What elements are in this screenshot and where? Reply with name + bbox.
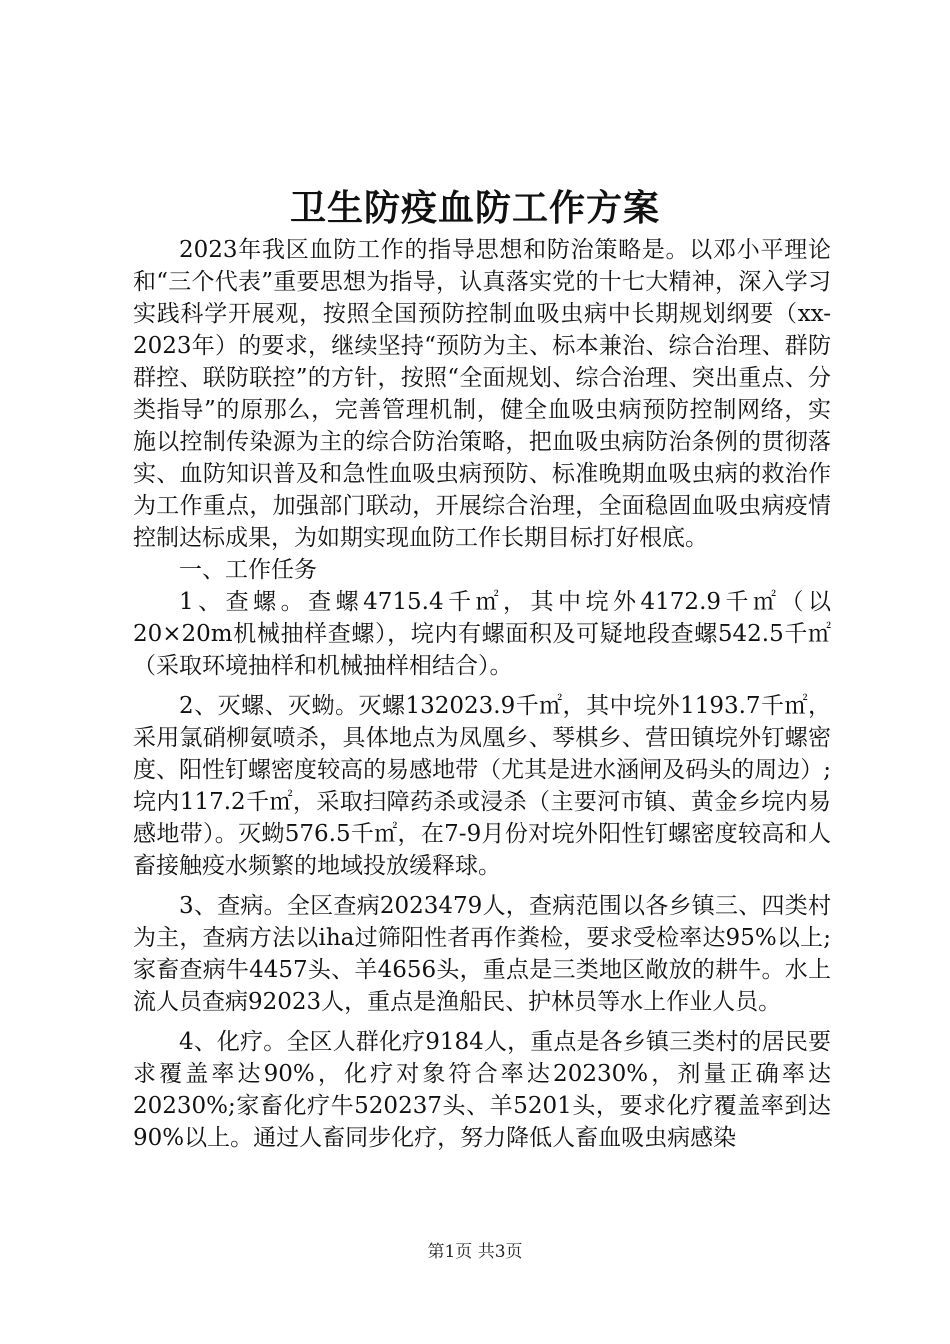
section-heading-tasks: 一、工作任务 (179, 557, 317, 583)
document-body (133, 234, 831, 1154)
paragraph-task-2: 2、灭螺、灭蚴。灭螺132023.9千㎡，其中垸外1193.7千㎡，采用氯硝柳氨喷杀，具体地点为凤凰乡、琴棋乡、营田镇垸外钉螺密度、阳性钉螺密度较高的易感地带（尤其是进水涵闸及码头的周边）;垸内117.2千㎡，采取扫障药杀或浸杀（主要河市镇、黄金乡垸内易感地带）。灭蚴576.5千㎡，在7-9月份对垸外阳性钉螺密度较高和人畜接触疫水频繁的地域投放缓释球。 (133, 693, 831, 879)
paragraph-task-4: 4、化疗。全区人群化疗9184人，重点是各乡镇三类村的居民要求覆盖率达90%，化疗对象符合率达20230%，剂量正确率达20230%;家畜化疗牛520237头、羊5201头，要求化疗覆盖率到达90%以上。通过人畜同步化疗，努力降低人畜血吸虫病感染 (133, 1029, 831, 1151)
paragraph-task-3: 3、查病。全区查病2023479人，查病范围以各乡镇三、四类村为主，查病方法以iha过筛阳性者再作粪检，要求受检率达95%以上;家畜查病牛4457头、羊4656头，重点是三类地区敞放的耕牛。水上流人员查病92023人，重点是渔船民、护林员等水上作业人员。 (133, 893, 831, 1015)
document-title: 卫生防疫血防工作方案 (289, 187, 660, 229)
paragraph-guiding-principle: 2023年我区血防工作的指导思想和防治策略是。以邓小平理论和“三个代表”重要思想为指导，认真落实党的十七大精神，深入学习实践科学开展观，按照全国预防控制血吸虫病中长期规划纲要（xx-2023年）的要求，继续坚持“预防为主、标本兼治、综合治理、群防群控、联防联控”的方针，按照“全面规划、综合治理、突出重点、分类指导”的原那么，完善管理机制，健全血吸虫病预防控制网络，实施以控制传染源为主的综合防治策略，把血吸虫病防治条例的贯彻落实、血防知识普及和急性血吸虫病预防、标准晚期血吸虫病的救治作为工作重点，加强部门联动，开展综合治理，全面稳固血吸虫病疫情控制达标成果，为如期实现血防工作长期目标打好根底。 (133, 237, 831, 551)
page-footer: 第1页 共3页 (427, 1242, 523, 1262)
paragraph-task-1: 1、查螺。查螺4715.4千㎡，其中垸外4172.9千㎡（以20×20m机械抽样查螺），垸内有螺面积及可疑地段查螺542.5千㎡（采取环境抽样和机械抽样相结合）。 (133, 589, 831, 679)
